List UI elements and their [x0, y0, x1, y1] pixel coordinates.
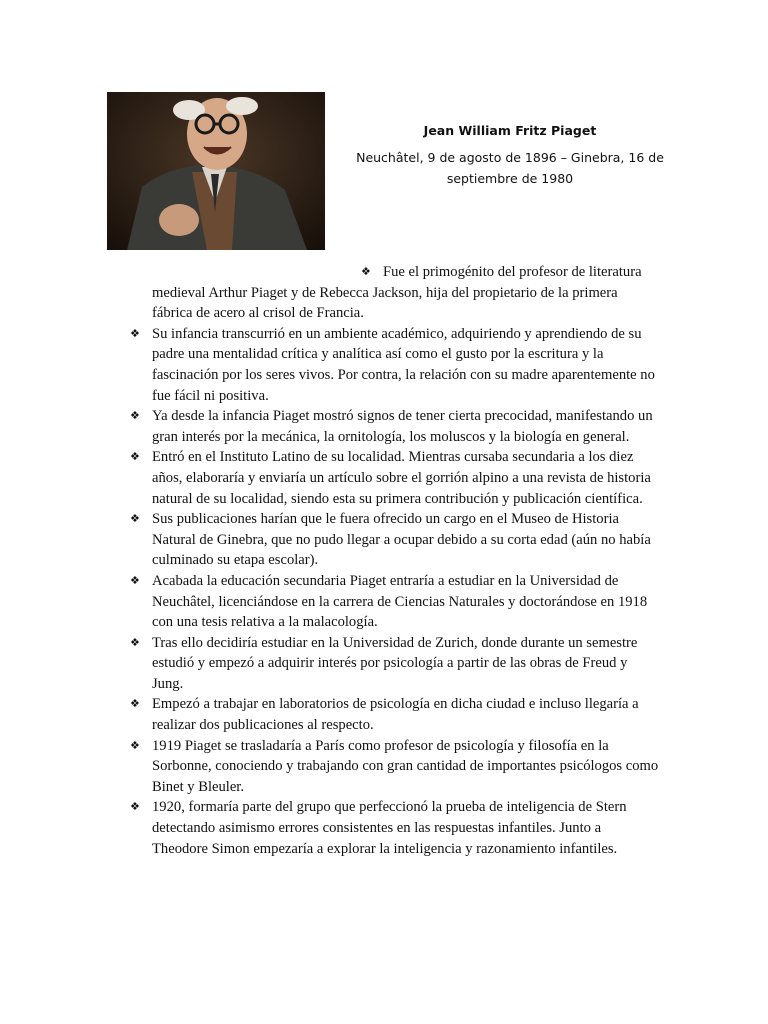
list-item	[130, 797, 660, 859]
list-item-text: Su infancia transcurrió en un ambiente académico, adquiriendo y aprendiendo de su padre una mentalidad crítica y analítica así como el gusto por la escritura y la fascinación por los seres vivos. Por contra, la relación con su madre aparentemente no fue fácil ni positiva.	[152, 325, 655, 404]
birth-death-dates: Neuchâtel, 9 de agosto de 1896 – Ginebra, 16 de septiembre de 1980	[356, 150, 664, 186]
person-name: Jean William Fritz Piaget	[423, 123, 597, 138]
diamond-bullet-icon: ❖	[130, 635, 140, 649]
list-item	[130, 447, 660, 509]
list-item-text: Fue el primogénito del profesor de literatura medieval Arthur Piaget y de Rebecca Jackson, hija del propietario de la primera fábrica de acero al crisol de Francia.	[152, 264, 642, 322]
biography-list	[130, 262, 660, 859]
diamond-bullet-icon: ❖	[130, 697, 140, 711]
portrait-photo	[107, 92, 325, 250]
list-item-text: Empezó a trabajar en laboratorios de psicología en dicha ciudad e incluso llegaría a realizar dos publicaciones al respecto.	[152, 696, 639, 734]
diamond-bullet-icon: ❖	[361, 265, 371, 278]
list-item	[130, 736, 660, 798]
list-item-text: Entró en el Instituto Latino de su localidad. Mientras cursaba secundaria a los diez años, elaboraría y enviaría un artículo sobre el gorrión alpino a una revista de historia natural de su localidad, siendo esta su primera contribución y publicación científica.	[152, 449, 651, 507]
list-item	[130, 694, 660, 735]
diamond-bullet-icon: ❖	[130, 738, 140, 752]
list-item	[130, 324, 660, 406]
diamond-bullet-icon: ❖	[130, 450, 140, 464]
list-item-text: Sus publicaciones harían que le fuera ofrecido un cargo en el Museo de Historia Natural de Ginebra, que no pudo llegar a ocupar debido a su corta edad (aún no había culminado su etapa escolar).	[152, 511, 651, 569]
diamond-bullet-icon: ❖	[130, 573, 140, 587]
diamond-bullet-icon: ❖	[130, 326, 140, 340]
list-item	[130, 571, 660, 633]
list-item-text: 1919 Piaget se trasladaría a París como profesor de psicología y filosofía en la Sorbonne, conociendo y trabajando con gran cantidad de importantes psicólogos como Binet y Bleuler.	[152, 737, 659, 795]
document-header	[340, 120, 680, 189]
list-item-text: Ya desde la infancia Piaget mostró signos de tener cierta precocidad, manifestando un gran interés por la mecánica, la ornitología, los moluscos y la biología en general.	[152, 408, 653, 445]
list-item-text: 1920, formaría parte del grupo que perfeccionó la prueba de inteligencia de Stern detectando asimismo errores consistentes en las respuestas infantiles. Junto a Theodore Simon empezaría a explorar la inteligencia y razonamiento infantiles.	[152, 799, 627, 857]
list-item	[130, 509, 660, 571]
list-item	[130, 406, 660, 447]
list-item-text: Tras ello decidiría estudiar en la Universidad de Zurich, donde durante un semestre estudió y empezó a adquirir interés por psicología a partir de las obras de Freud y Jung.	[152, 634, 638, 692]
diamond-bullet-icon: ❖	[130, 800, 140, 814]
list-item-text: Acabada la educación secundaria Piaget entraría a estudiar en la Universidad de Neuchâtel, licenciándose en la carrera de Ciencias Naturales y doctorándose en 1918 con una tesis relativa a la malacología.	[152, 572, 648, 631]
list-item	[130, 262, 660, 324]
list-item	[130, 633, 660, 695]
diamond-bullet-icon: ❖	[130, 512, 140, 526]
diamond-bullet-icon: ❖	[130, 409, 140, 423]
